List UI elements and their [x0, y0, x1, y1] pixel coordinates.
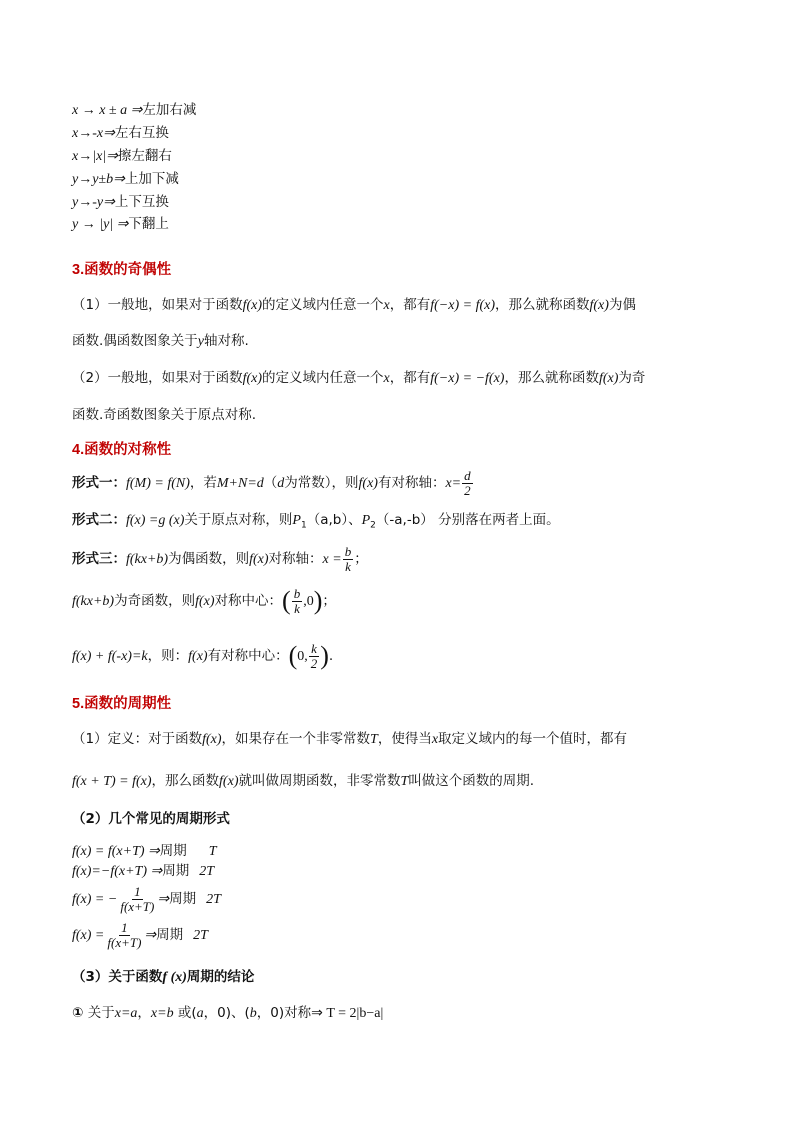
section-title-symmetry: 4.函数的对称性 [72, 442, 172, 458]
period-form-row: f(x)=−f(x+T) ⇒周期 2T [72, 863, 215, 879]
period-form-row: f(x) = f(x+T) ⇒周期 T [72, 843, 217, 859]
parity-odd-line2: 函数.奇函数图象关于原点对称. [72, 407, 257, 423]
period-def-line2: f(x + T) = f(x)，那么函数f(x)就叫做周期函数，非零常数T叫做这个函数的周期. [72, 773, 535, 789]
fraction: $\frac{b}{k}$ [293, 585, 301, 616]
fraction: $\frac{k}{2}$ [310, 640, 318, 671]
transform-row: y→-y⇒上下互换 [72, 194, 169, 210]
fraction: $\frac{1}{f(x+T)}$ [107, 919, 142, 950]
symmetry-odd-center: f(kx+b)为奇函数，则f(x)对称中心：( $\frac{b}{k}$ ,0)； [72, 585, 336, 616]
transform-row: x→|x|⇒擦左翻右 [72, 148, 172, 164]
period-form-row: f(x) = − $\frac{1}{f(x+T)}$ ⇒周期 2T [72, 883, 221, 914]
period-form-row: f(x) = $\frac{1}{f(x+T)}$ ⇒周期 2T [72, 919, 208, 950]
transform-row: y → |y| ⇒下翻上 [72, 216, 169, 232]
period-conclusion-1: ① 关于x=a，x=b 或(a，0)、(b，0)对称⇒ T = 2|b−a| [72, 1005, 384, 1021]
transform-row: x → x ± a ⇒左加右减 [72, 102, 197, 118]
section-title-parity: 3.函数的奇偶性 [72, 262, 172, 278]
parity-odd-line1: （2）一般地，如果对于函数f(x)的定义域内任意一个x，都有f(−x) = −f(x)，那么就称函数f(x)为奇 [72, 370, 646, 386]
fraction: $\frac{b}{k}$ [344, 543, 352, 574]
period-def-line1: （1）定义：对于函数f(x)，如果存在一个非零常数T，使得当x取定义域内的每一个值时，都有 [72, 731, 628, 747]
symmetry-form-1: 形式一：f(M) = f(N)，若M+N=d（d为常数），则f(x)有对称轴：x= $\frac{d}{2}$ [72, 467, 471, 498]
period-conclusions-heading: （3）关于函数f (x)周期的结论 [72, 969, 255, 985]
symmetry-form-2: 形式二：f(x) =g (x)关于原点对称，则$P_1(a,b)$、$P_2(-a,-b)$ 分别落在两者上面。 [72, 512, 560, 531]
transform-row: x→-x⇒左右互换 [72, 125, 169, 141]
period-forms-heading: （2）几个常见的周期形式 [72, 811, 230, 827]
parity-even-line1: （1）一般地，如果对于函数f(x)的定义域内任意一个x，都有f(−x) = f(x)，那么就称函数f(x)为偶 [72, 297, 636, 313]
section-title-periodicity: 5.函数的周期性 [72, 696, 172, 712]
fraction: $\frac{1}{f(x+T)}$ [120, 883, 155, 914]
fraction: $\frac{d}{2}$ [464, 467, 471, 498]
transform-row: y→y±b⇒上加下减 [72, 171, 179, 187]
parity-even-line2: 函数.偶函数图象关于y轴对称. [72, 333, 249, 349]
symmetry-form-3: 形式三：f(kx+b)为偶函数，则f(x)对称轴：x = $\frac{b}{k}$ ； [72, 543, 368, 574]
symmetry-sum-center: f(x) + f(-x)=k，则：f(x)有对称中心：(0, $\frac{k}{2}$ ). [72, 640, 334, 671]
